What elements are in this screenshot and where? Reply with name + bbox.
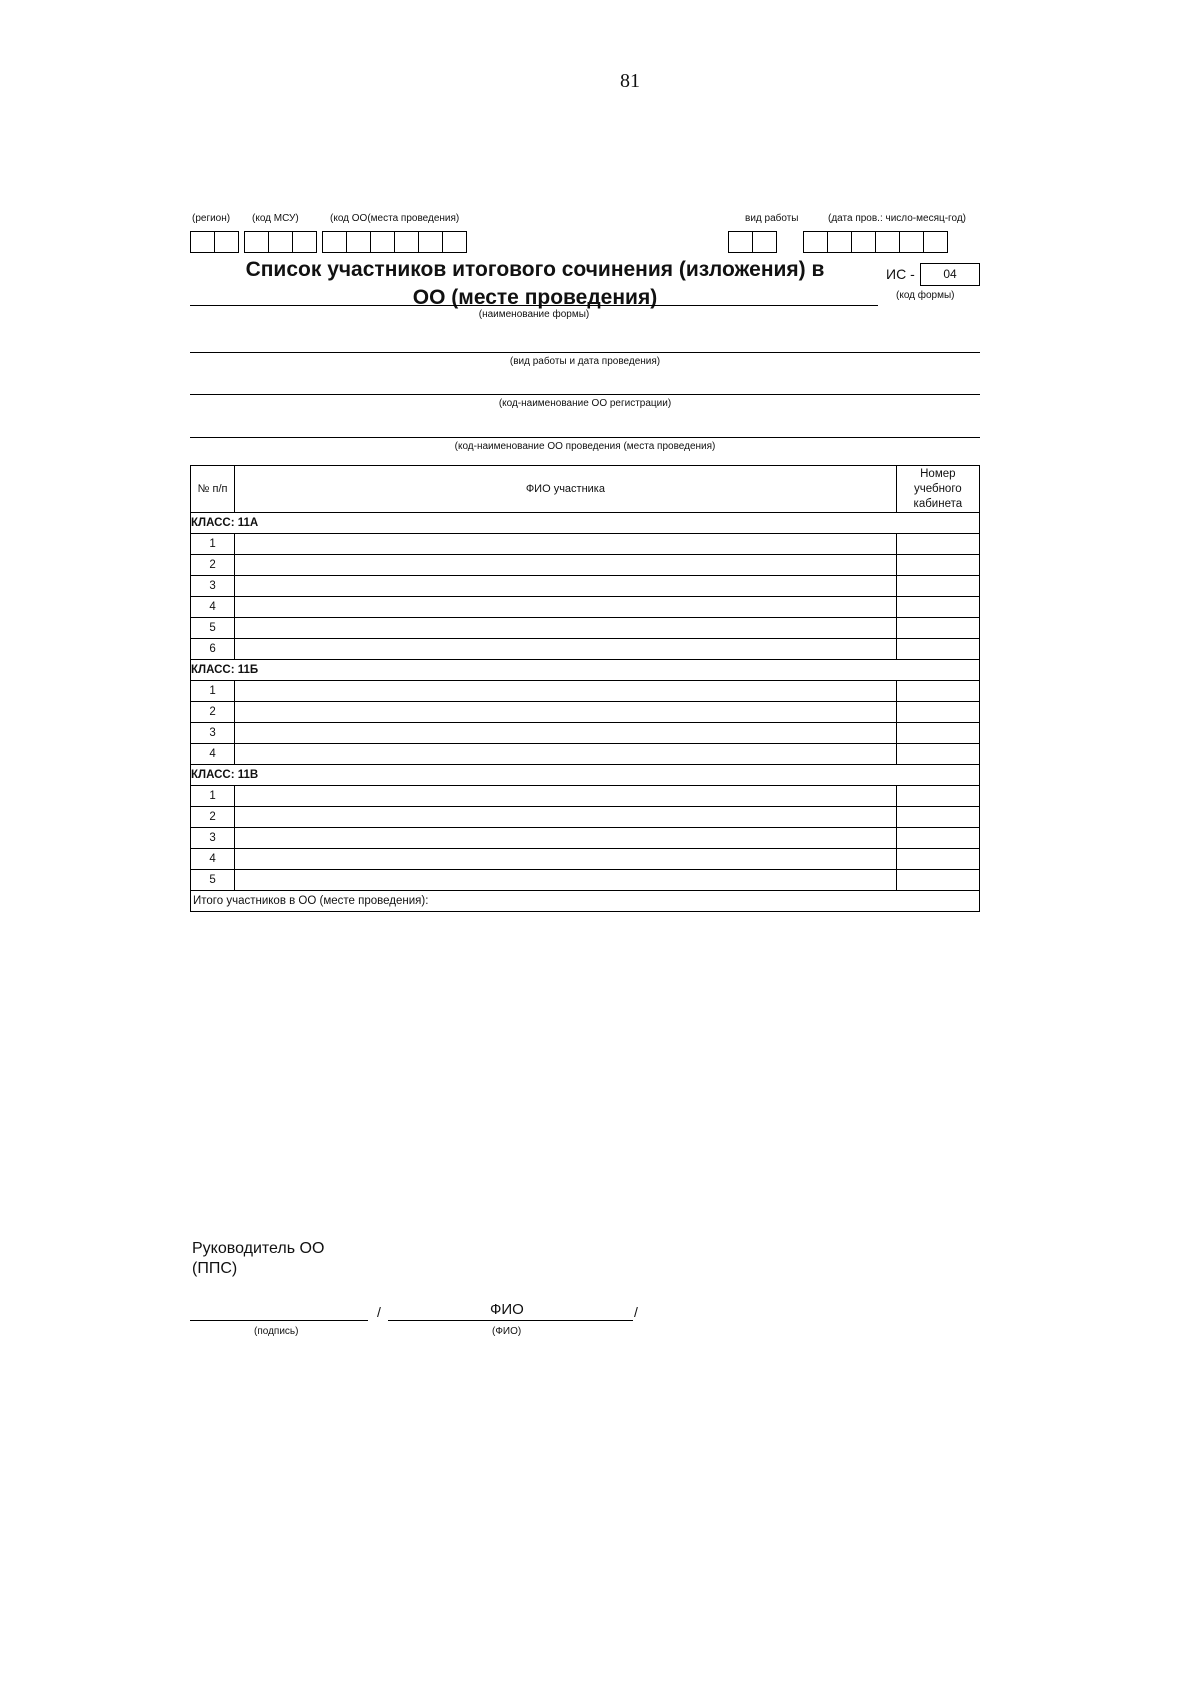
- sign-caption: (подпись): [254, 1326, 299, 1337]
- work-type-label: вид работы: [745, 213, 799, 224]
- table-row: [191, 597, 980, 618]
- form-prefix: ИС -: [886, 266, 915, 282]
- table-row: [191, 870, 980, 891]
- room-number-cell[interactable]: [896, 555, 979, 576]
- participants-table: [190, 465, 980, 912]
- table-row: [191, 681, 980, 702]
- row-number: 4: [191, 744, 235, 765]
- role-line1: Руководитель ОО: [192, 1240, 325, 1257]
- table-row: [191, 849, 980, 870]
- table-row: [191, 828, 980, 849]
- work-date-caption: (вид работы и дата проведения): [509, 356, 661, 367]
- room-number-cell[interactable]: [896, 576, 979, 597]
- header-room: Номер учебного кабинета: [896, 466, 979, 513]
- date-label: (дата пров.: число-месяц-год): [828, 213, 966, 224]
- room-number-cell[interactable]: [896, 786, 979, 807]
- room-number-cell[interactable]: [896, 723, 979, 744]
- room-number-cell[interactable]: [896, 849, 979, 870]
- form-title: [190, 256, 880, 312]
- participant-fio-cell[interactable]: [235, 786, 897, 807]
- participant-fio-cell[interactable]: [235, 723, 897, 744]
- room-number-cell[interactable]: [896, 744, 979, 765]
- oo-code-boxes[interactable]: [322, 231, 467, 253]
- table-row: [191, 744, 980, 765]
- slash-left: /: [377, 1304, 381, 1320]
- table-row: [191, 786, 980, 807]
- form-title-line2: ОО (месте проведения): [412, 286, 658, 309]
- fio-caption: (ФИО): [492, 1326, 522, 1337]
- participant-fio-cell[interactable]: [235, 597, 897, 618]
- table-row: [191, 702, 980, 723]
- row-number: 5: [191, 870, 235, 891]
- venue-oo-line[interactable]: [190, 437, 980, 438]
- participant-fio-cell[interactable]: [235, 849, 897, 870]
- page-number: 81: [620, 70, 640, 92]
- class-group-label: КЛАСС: 11А: [191, 513, 980, 534]
- registration-oo-caption: (код-наименование ОО регистрации): [498, 398, 672, 409]
- room-number-cell[interactable]: [896, 702, 979, 723]
- form-code-caption: (код формы): [896, 290, 955, 301]
- table-row: [191, 723, 980, 744]
- row-number: 2: [191, 555, 235, 576]
- room-number-cell[interactable]: [896, 534, 979, 555]
- row-number: 3: [191, 723, 235, 744]
- table-row: [191, 534, 980, 555]
- room-number-cell[interactable]: [896, 807, 979, 828]
- row-number: 5: [191, 618, 235, 639]
- msu-boxes[interactable]: [244, 231, 317, 253]
- row-number: 2: [191, 702, 235, 723]
- work-type-boxes[interactable]: [728, 231, 777, 253]
- room-number-cell[interactable]: [896, 681, 979, 702]
- class-group-row: [191, 660, 980, 681]
- participant-fio-cell[interactable]: [235, 681, 897, 702]
- row-number: 4: [191, 597, 235, 618]
- region-label: (регион): [192, 213, 231, 224]
- participant-fio-cell[interactable]: [235, 534, 897, 555]
- participant-fio-cell[interactable]: [235, 639, 897, 660]
- table-header-row: [191, 466, 980, 513]
- participant-fio-cell[interactable]: [235, 555, 897, 576]
- row-number: 3: [191, 828, 235, 849]
- participant-fio-cell[interactable]: [235, 744, 897, 765]
- row-number: 1: [191, 786, 235, 807]
- class-group-row: [191, 765, 980, 786]
- class-group-row: [191, 513, 980, 534]
- row-number: 1: [191, 534, 235, 555]
- fio-line[interactable]: [388, 1320, 633, 1321]
- role-line2: (ППС): [192, 1260, 238, 1277]
- work-date-line[interactable]: [190, 352, 980, 353]
- room-number-cell[interactable]: [896, 618, 979, 639]
- venue-oo-caption: (код-наименование ОО проведения (места проведения): [454, 441, 716, 452]
- form-title-line1: Список участников итогового сочинения (изложения) в: [245, 258, 825, 281]
- participant-fio-cell[interactable]: [235, 576, 897, 597]
- room-number-cell[interactable]: [896, 870, 979, 891]
- table-row: [191, 639, 980, 660]
- class-group-label: КЛАСС: 11Б: [191, 660, 980, 681]
- total-label: Итого участников в ОО (месте проведения):: [191, 891, 980, 912]
- row-number: 6: [191, 639, 235, 660]
- signature-line[interactable]: [190, 1320, 368, 1321]
- participant-fio-cell[interactable]: [235, 870, 897, 891]
- participant-fio-cell[interactable]: [235, 618, 897, 639]
- row-number: 1: [191, 681, 235, 702]
- registration-oo-line[interactable]: [190, 394, 980, 395]
- form-code-box[interactable]: 04: [920, 263, 980, 286]
- class-group-label: КЛАСС: 11В: [191, 765, 980, 786]
- table-row: [191, 555, 980, 576]
- room-number-cell[interactable]: [896, 597, 979, 618]
- title-rule: [190, 305, 878, 306]
- region-boxes[interactable]: [190, 231, 239, 253]
- msu-label: (код МСУ): [252, 213, 299, 224]
- slash-right: /: [634, 1304, 638, 1320]
- header-fio: ФИО участника: [235, 466, 897, 513]
- fio-value: ФИО: [490, 1301, 524, 1318]
- total-row: [191, 891, 980, 912]
- row-number: 3: [191, 576, 235, 597]
- oo-code-label: (код ОО(места проведения): [330, 213, 460, 224]
- participant-fio-cell[interactable]: [235, 807, 897, 828]
- participant-fio-cell[interactable]: [235, 828, 897, 849]
- room-number-cell[interactable]: [896, 639, 979, 660]
- row-number: 2: [191, 807, 235, 828]
- header-num: № п/п: [191, 466, 235, 513]
- participant-fio-cell[interactable]: [235, 702, 897, 723]
- table-row: [191, 807, 980, 828]
- table-row: [191, 576, 980, 597]
- row-number: 4: [191, 849, 235, 870]
- table-row: [191, 618, 980, 639]
- room-number-cell[interactable]: [896, 828, 979, 849]
- form-name-caption: (наименование формы): [478, 309, 590, 320]
- date-boxes[interactable]: [803, 231, 948, 253]
